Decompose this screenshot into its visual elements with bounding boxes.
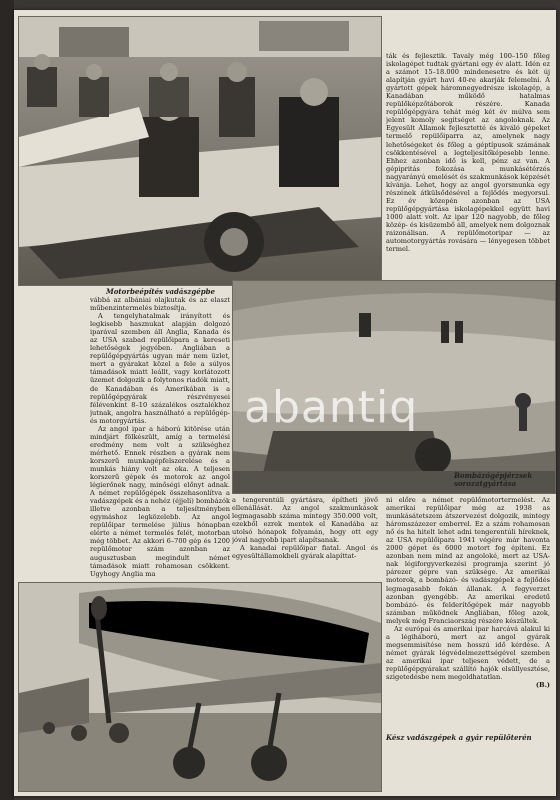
paragraph: A kanadai repülőipar fiatal. Angol és egyesültállamokbeli gyárak alapíttat- [232,544,378,561]
paragraph: Az európai és amerikai ipar harcává alakul ki a légiháború, mert az angol gyárak megsemmisítése nem hosszú idő kérdése. A német gyárak légvédelmezettségével szemben az amerikai ipar teljesen védett, de a repülőgépgyárakat szállító hajók elsüllyesztése, szigetedésbe nem megoldhatatlan. [386,624,550,682]
caption-fighters: Kész vadászgépek a gyár repülőterén [386,733,532,742]
paragraph: A tengelyhatalmak irányított és legkisebb hasznukat alapján dolgozó iparával szemben áll Anglia, Kanada és az USA szabad repülőipara a kereseti lehetőségek jegyében. Angliában a repülőgépgyártás ugyan már nem üzlet, mert a gyárakat közel a fele a súlyos támadások miatt leállt, vagy korlátozott üzemet dolgozik a folytonos riadók miatt, de Kanadában és Amerikában is a repülőgépgyárak részvényesei félévenkint 8–10 százalékos osztalékhoz jutnak, angolra használható a repülőgép- és motorgyártás. [90,312,230,425]
text-column-right [386,496,550,718]
photo-fighters-airfield [18,582,382,792]
paragraph: vábbá az albániai olajkutak és az elaszt műbenzintermelés biztosítja. [90,296,230,313]
paragraph: Az angol ipar a háború kitörése után mindjárt fölkészült, amíg a termelési eredmény nem volt a szükséghez mérhető. Ennek részben a gyárak nem korszerű munkagépfelszerelése és a munkás hiány volt az oka. A teljesen korszerű gépek és motorok az angol légierőnek nagy, minőségi előnyt adnak. A német repülőgépek összehasonlítva a vadászgépek és a nehéz (éjjeli) bombázók illetve azonban a teljesítményben egymáshoz legközelebb. Az angol repülőipar termelése július hónapban elérte a német termelés felét, motorban még többet. Az akkori 6–700 gép és 1200 repülőmotor szám azonban az augusztusban megindult német támadások miatt rohamosan csökkent. Ugyhogy Anglia ma [90,424,230,578]
caption-bomber: Bombázógépjérzsek sorozatgyártása [454,471,533,488]
caption-motor: Motorbeépítés vadászgépbe [106,287,215,296]
photo-bomber-production [232,280,556,494]
paragraph: ták és fejlesztik. Tavaly még 100–150 főleg iskolagépet tudtak gyártani egy év alatt. Idén ez a számot 15–18.000 mindenesetre és két új alapítján gyárt havi 40-re akarják felemelni. A gyártott gépek háromnegyedrésze iskolagép, a Kanadában működő hatalmas repülőképzőtáborok részére. Kanada repülőgépgyára tehát még két év múlva sem jelent komoly segítséget az angoloknak. Az Egyesült Államok fejlesztetté és kiváló gépeket termelő repülőiparra az, amelynek nagy lehetőségeket és főleg a géptípusok számának csökkentésével a legteljesítőképesebb lenne. Ehhez azonban idő is kell, pénz az van. A gépipritás fokozása a munkásétérzés nagyarányú emelését és szakmunkások képzését kívánja. Lehet, hogy az angol gyorsmunka egy részének átkülsődésével a fejlődés megyorsul. Ez év közepén azonban az USA repülőgépgyártása iskolagépekkel együtt havi 1000 alatt volt. Az ipar 120 nagyobb, de főleg közép- és kisüzembő áll, amelyek nem dolgoznak raizonálisan. A repülőmotoripar — az automotorgyártás rovására — lényegesen többet termel. [386,52,550,254]
photo-motor-installation [18,16,382,286]
text-column-left [90,296,230,586]
magazine-page [14,10,556,796]
paragraph: a tengerentúli gyártásra, építheti jövő ellenállását. Az angol szakmunkások legmagasabb száma mintegy 350.000 volt, ezekből ezrek mentek el Kanadába az utolsó hónapok folyamán, hogy ott egy jóval nagyobb ipart alapítsanak. [232,496,378,545]
text-column-middle [232,496,378,578]
author-signature: (B.) [535,681,550,690]
text-column-top-right [386,52,550,284]
paragraph: ni előre a német repülőmotortermelést. Az amerikai repülőipar még az 1938 as munkásátetszem átszervezést dolgozik, mintegy háromszázezer emberrel. Ez a szám rohamosan nő és ha hitelt lehet adni tengerentúli híreknek, az USA repülőipara 1941 végére már havonta 2000 gépet és 6000 motort fog építeni. Ez azonban nem mind az angoloké, mert az USA-nak légiforgyverkezési programja szerint jó párezer gépre van szüksége. Az amerikai motorok, a bombázó- és vadászgépek a fejlődés legmagasabb fokán állanak. A fegyverzet azonban gyengébb. Az amerikai eredetű bombázó- és felderítőgépek már nagyobb számban működnek Angliában, főleg azok, melyek még Franciaország részére készültek. [386,496,550,625]
binding-edge [0,0,14,800]
watermark: abantiq [244,382,419,433]
